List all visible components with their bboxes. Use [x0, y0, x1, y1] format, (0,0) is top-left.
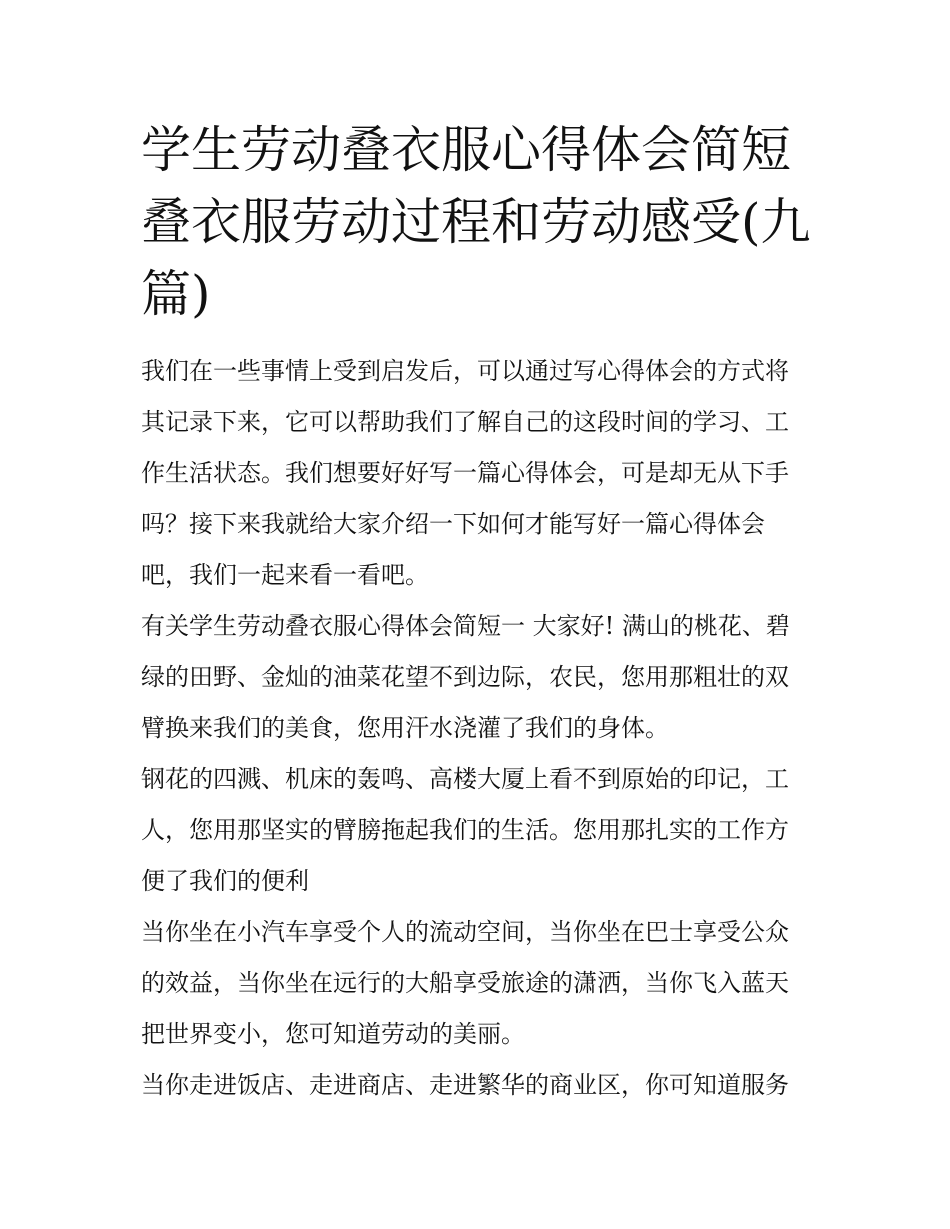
service-paragraph [141, 1060, 813, 1111]
paragraph-line: 的效益，当你坐在远行的大船享受旅途的潇洒，当你飞入蓝天 [141, 969, 789, 997]
intro-paragraph [141, 346, 813, 601]
paragraph-line: 我们在一些事情上受到启发后，可以通过写心得体会的方式将 [141, 357, 789, 385]
paragraph-line: 吗？接下来我就给大家介绍一下如何才能写好一篇心得体会 [141, 510, 765, 538]
paragraph-line: 便了我们的便利 [141, 867, 309, 895]
paragraph-line: 当你走进饭店、走进商店、走进繁华的商业区，你可知道服务 [141, 1071, 789, 1099]
title-line-2: 叠衣服劳动过程和劳动感受(九 [141, 193, 811, 251]
paragraph-line: 人，您用那坚实的臂膀拖起我们的生活。您用那扎实的工作方 [141, 816, 789, 844]
paragraph-line: 其记录下来，它可以帮助我们了解自己的这段时间的学习、工 [141, 408, 789, 436]
paragraph-line: 吧，我们一起来看一看吧。 [141, 561, 429, 589]
document-content [141, 114, 813, 1111]
travel-paragraph [141, 907, 813, 1060]
title-line-1: 学生劳动叠衣服心得体会简短 [141, 121, 791, 179]
paragraph-line: 绿的田野、金灿的油菜花望不到边际，农民，您用那粗壮的双 [141, 663, 789, 691]
farmer-paragraph [141, 601, 813, 754]
paragraph-line: 有关学生劳动叠衣服心得体会简短一 大家好! 满山的桃花、碧 [141, 612, 790, 640]
worker-paragraph [141, 754, 813, 907]
title-line-3: 篇) [141, 265, 211, 323]
document-title [141, 114, 813, 330]
paragraph-line: 作生活状态。我们想要好好写一篇心得体会，可是却无从下手 [141, 459, 789, 487]
paragraph-line: 臂换来我们的美食，您用汗水浇灌了我们的身体。 [141, 714, 669, 742]
paragraph-line: 钢花的四溅、机床的轰鸣、高楼大厦上看不到原始的印记，工 [141, 765, 789, 793]
paragraph-line: 把世界变小，您可知道劳动的美丽。 [141, 1020, 525, 1048]
paragraph-line: 当你坐在小汽车享受个人的流动空间，当你坐在巴士享受公众 [141, 918, 789, 946]
